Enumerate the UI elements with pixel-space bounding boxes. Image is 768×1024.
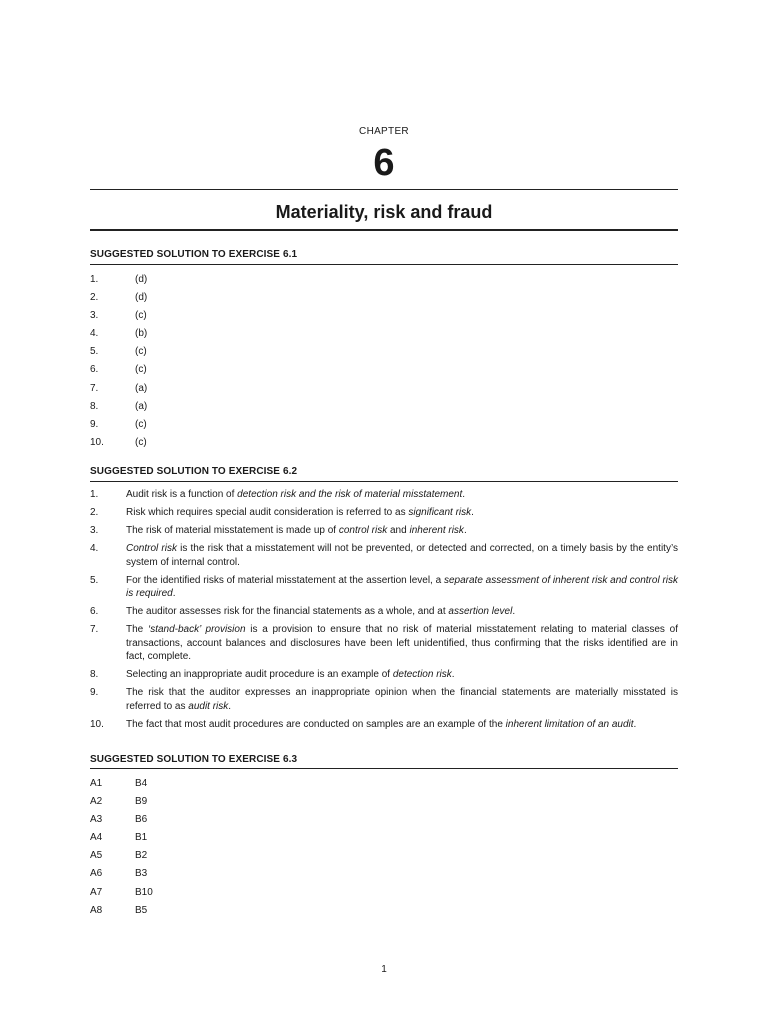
text-run: . — [512, 606, 516, 617]
chapter-label: CHAPTER — [359, 126, 409, 137]
item-text — [126, 542, 678, 569]
item-text — [126, 686, 678, 713]
item-answer: (b) — [135, 328, 148, 340]
emphasis-text: detection risk and the risk of material misstatement — [237, 489, 463, 500]
text-run: The risk of material misstatement is made up of — [126, 525, 339, 536]
emphasis-text: control risk — [338, 525, 388, 536]
item-answer: (a) — [135, 382, 148, 394]
item-number: 1. — [90, 489, 99, 500]
item-number: 7. — [90, 382, 99, 394]
list-item — [90, 793, 678, 811]
list-item — [90, 811, 678, 829]
item-a-code: A5 — [90, 850, 103, 862]
item-answer: (c) — [135, 418, 147, 430]
list-item — [90, 718, 678, 732]
text-run: . — [462, 489, 466, 500]
page-number: 1 — [381, 964, 387, 975]
list-item — [90, 271, 678, 289]
emphasis-text: detection risk — [392, 669, 452, 680]
emphasis-text: Control risk — [126, 543, 177, 554]
item-answer: (c) — [135, 346, 147, 358]
emphasis-text: significant risk — [408, 507, 472, 518]
item-text — [126, 488, 678, 502]
item-answer: (d) — [135, 274, 148, 285]
emphasis-text: assertion level — [448, 606, 513, 617]
list-item — [90, 398, 678, 416]
text-run: is the risk that a misstatement will not be prevented, or detected and corrected, on a timely basis by the entity’s system of internal control. — [126, 543, 678, 568]
text-run: Selecting an inappropriate audit procedure is an example of — [126, 669, 393, 680]
item-text — [126, 623, 678, 664]
item-number: 7. — [90, 624, 99, 635]
list-item — [90, 434, 678, 452]
text-run: . — [172, 588, 176, 599]
exercise-6-3-matches — [90, 775, 678, 920]
list-item — [90, 307, 678, 325]
item-answer: (d) — [135, 292, 148, 304]
text-run: . — [228, 700, 232, 712]
item-a-code: A4 — [90, 832, 103, 844]
emphasis-text: audit risk — [188, 700, 229, 712]
text-run: is a provision to ensure that no risk of material misstatement relating to material classes of transactions, account balances and disclosures have been left unidentified, thus confirming that the risks identified are in fact, complete. — [126, 624, 678, 662]
text-run: The — [126, 624, 148, 635]
list-item — [90, 847, 678, 865]
list-item — [90, 506, 678, 520]
section-heading-6-2: SUGGESTED SOLUTION TO EXERCISE 6.2 — [90, 466, 298, 477]
section-rule-6-2 — [90, 481, 678, 482]
list-item — [90, 416, 678, 434]
section-rule-6-1 — [90, 264, 678, 265]
list-item — [90, 289, 678, 307]
text-run: The auditor assesses risk for the financial statements as a whole, and at — [126, 606, 449, 617]
item-number: 6. — [90, 606, 99, 617]
item-number: 3. — [90, 310, 99, 322]
text-run: . — [633, 718, 637, 730]
list-item — [90, 884, 678, 902]
list-item — [90, 686, 678, 713]
list-item — [90, 542, 678, 569]
list-item — [90, 775, 678, 793]
chapter-title: Materiality, risk and fraud — [275, 202, 493, 222]
item-number: 5. — [90, 346, 99, 358]
item-number: 10. — [90, 436, 104, 448]
item-text — [126, 605, 678, 619]
item-a-code: A2 — [90, 796, 103, 808]
item-number: 9. — [90, 687, 99, 698]
list-item — [90, 865, 678, 883]
text-run: Audit risk is a function of — [126, 489, 238, 500]
item-b-code: B3 — [135, 868, 148, 880]
item-a-code: A6 — [90, 868, 103, 880]
item-b-code: B1 — [135, 832, 148, 844]
item-answer: (c) — [135, 310, 147, 322]
list-item — [90, 668, 678, 682]
exercise-6-2-answers — [90, 488, 678, 736]
item-answer: (c) — [135, 364, 147, 376]
item-answer: (a) — [135, 400, 148, 412]
list-item — [90, 574, 678, 601]
item-b-code: B4 — [135, 778, 148, 789]
emphasis-text: inherent limitation of an audit — [505, 718, 634, 730]
item-b-code: B5 — [135, 904, 148, 916]
item-number: 4. — [90, 543, 99, 554]
chapter-number: 6 — [373, 142, 395, 184]
item-number: 3. — [90, 525, 99, 536]
text-run: For the identified risks of material misstatement at the assertion level, a — [126, 574, 444, 586]
item-number: 2. — [90, 292, 99, 304]
item-number: 2. — [90, 507, 99, 518]
document-page — [90, 0, 678, 1024]
item-a-code: A3 — [90, 814, 103, 826]
title-rule-top — [90, 189, 678, 190]
item-b-code: B10 — [135, 886, 153, 898]
text-run: . — [463, 525, 467, 536]
item-a-code: A1 — [90, 778, 103, 789]
text-run: and — [387, 525, 410, 536]
list-item — [90, 488, 678, 502]
list-item — [90, 829, 678, 847]
text-run: Risk which requires special audit consideration is referred to as — [126, 507, 409, 518]
list-item — [90, 325, 678, 343]
item-number: 1. — [90, 274, 99, 285]
item-number: 4. — [90, 328, 99, 340]
text-run: The risk that the auditor expresses an inappropriate opinion when the financial statements are materially misstated is referred to as — [126, 687, 678, 712]
emphasis-text: ‘stand-back’ provision — [147, 624, 246, 635]
emphasis-text: inherent risk — [409, 525, 464, 536]
text-run: . — [451, 669, 455, 680]
list-item — [90, 361, 678, 379]
section-heading-6-1: SUGGESTED SOLUTION TO EXERCISE 6.1 — [90, 249, 298, 260]
item-text — [126, 506, 678, 520]
item-number: 8. — [90, 400, 99, 412]
item-text — [126, 574, 678, 601]
item-text — [126, 524, 678, 538]
item-a-code: A8 — [90, 904, 103, 916]
list-item — [90, 343, 678, 361]
list-item — [90, 380, 678, 398]
item-answer: (c) — [135, 436, 147, 448]
list-item — [90, 524, 678, 538]
item-b-code: B9 — [135, 796, 148, 808]
list-item — [90, 623, 678, 664]
section-heading-6-3: SUGGESTED SOLUTION TO EXERCISE 6.3 — [90, 754, 298, 765]
item-number: 9. — [90, 418, 99, 430]
item-b-code: B2 — [135, 850, 148, 862]
text-run: The fact that most audit procedures are conducted on samples are an example of the — [126, 718, 506, 730]
item-text — [126, 668, 678, 682]
list-item — [90, 902, 678, 920]
item-text — [126, 718, 678, 732]
text-run: . — [471, 507, 474, 518]
item-b-code: B6 — [135, 814, 148, 826]
item-number: 6. — [90, 364, 99, 376]
title-rule-bottom — [90, 229, 678, 231]
item-a-code: A7 — [90, 886, 103, 898]
exercise-6-1-answers — [90, 271, 678, 452]
item-number: 8. — [90, 669, 99, 680]
list-item — [90, 605, 678, 619]
item-number: 10. — [90, 718, 104, 730]
section-rule-6-3 — [90, 768, 678, 769]
item-number: 5. — [90, 574, 99, 586]
emphasis-text: separate assessment of inherent risk and control risk is required — [126, 574, 678, 599]
